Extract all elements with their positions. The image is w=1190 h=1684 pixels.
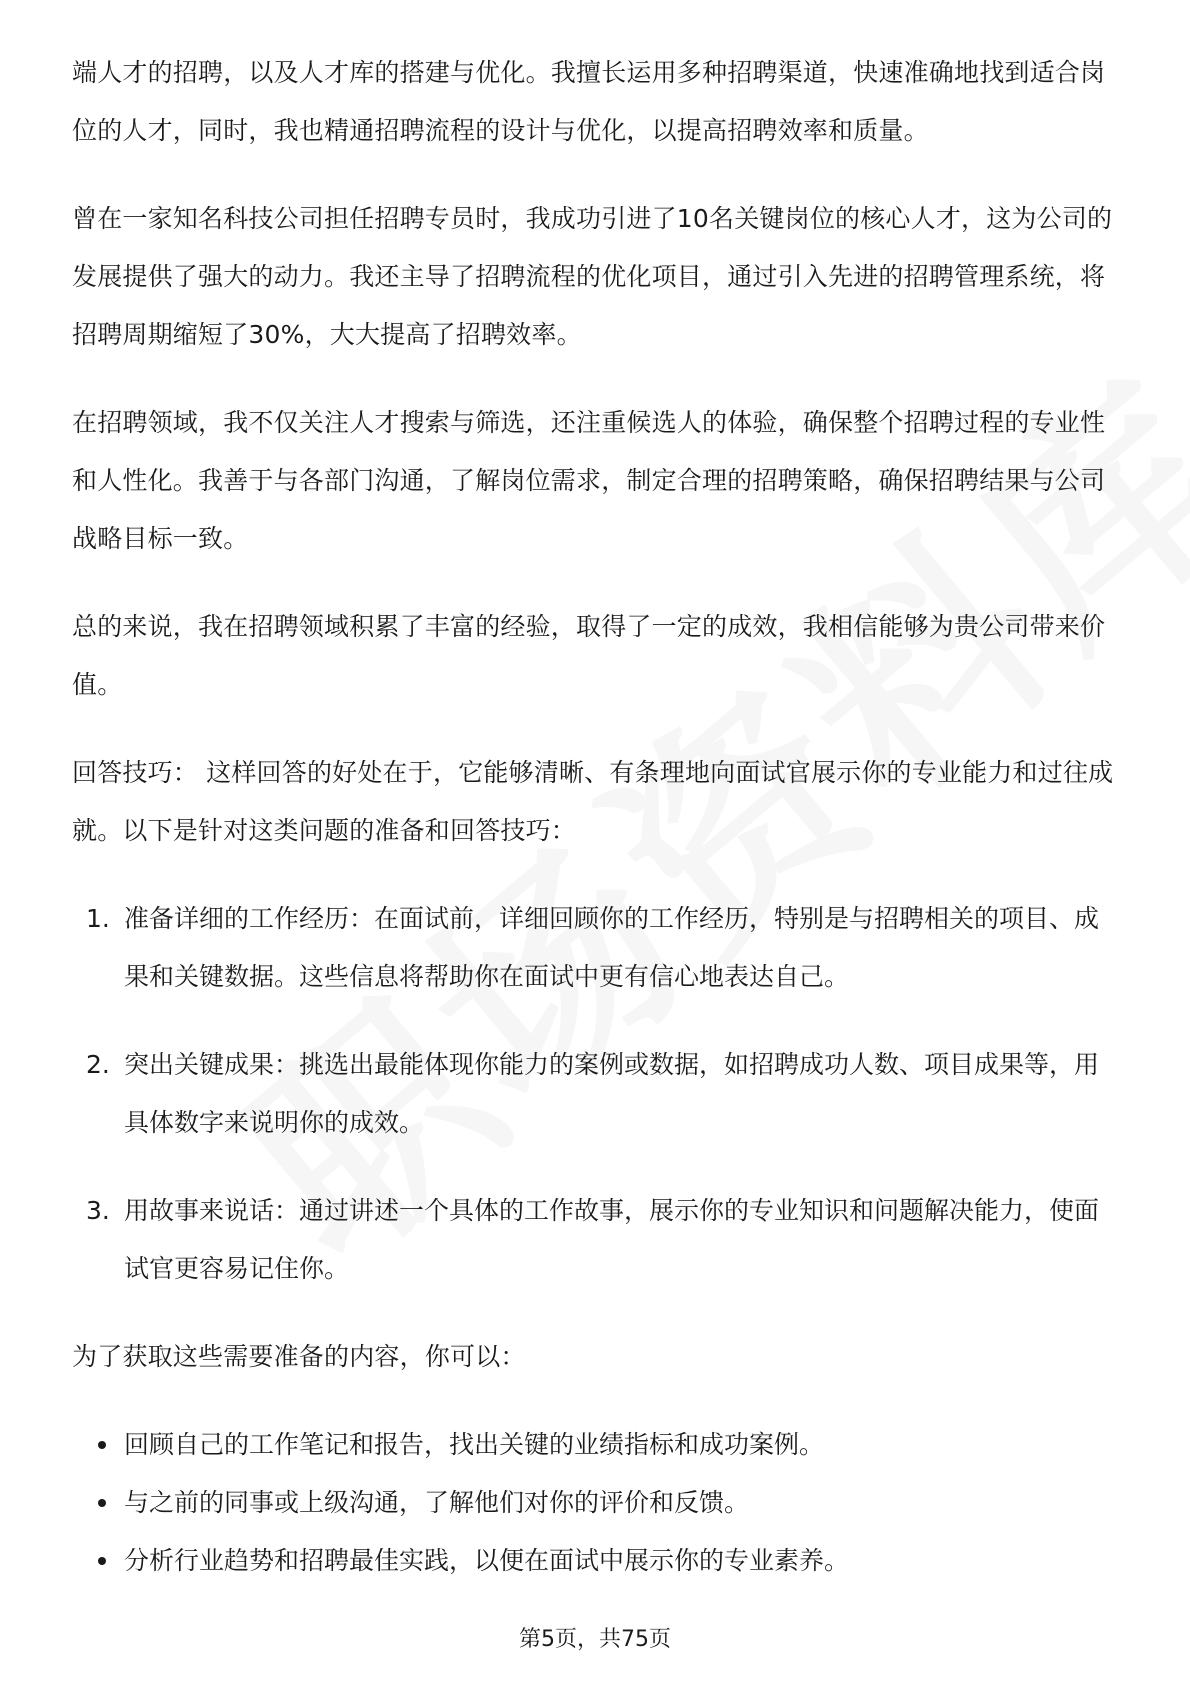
list-item-text: 用故事来说话：通过讲述一个具体的工作故事，展示你的专业知识和问题解决能力，使面试官更容易记住你。 — [124, 1196, 1100, 1283]
list-item-text: 分析行业趋势和招聘最佳实践，以便在面试中展示你的专业素养。 — [124, 1546, 850, 1575]
list-number: 1. — [86, 904, 110, 933]
bullet-icon — [98, 1557, 106, 1565]
paragraph-3: 在招聘领域，我不仅关注人才搜索与筛选，还注重候选人的体验，确保整个招聘过程的专业性和人性化。我善于与各部门沟通，了解岗位需求，制定合理的招聘策略，确保招聘结果与公司战略目标一致。 — [72, 408, 1106, 553]
page-number: 第5页，共75页 — [519, 1627, 671, 1652]
tips-list — [72, 890, 1122, 1298]
list-number: 3. — [86, 1196, 110, 1225]
prep-intro: 为了获取这些需要准备的内容，你可以： — [72, 1342, 526, 1371]
tips-list-item — [72, 1036, 1122, 1152]
answer-tips-paragraph: 回答技巧： 这样回答的好处在于，它能够清晰、有条理地向面试官展示你的专业能力和过往成就。以下是针对这类问题的准备和回答技巧： — [72, 758, 1114, 845]
list-item-text: 准备详细的工作经历：在面试前，详细回顾你的工作经历，特别是与招聘相关的项目、成果和关键数据。这些信息将帮助你在面试中更有信心地表达自己。 — [124, 904, 1100, 991]
paragraph-4: 总的来说，我在招聘领域积累了丰富的经验，取得了一定的成效，我相信能够为贵公司带来价值。 — [72, 612, 1106, 699]
list-item-text: 回顾自己的工作笔记和报告，找出关键的业绩指标和成功案例。 — [124, 1430, 825, 1459]
prep-list-item — [72, 1416, 1122, 1474]
prep-list — [72, 1416, 1122, 1590]
prep-list-item — [72, 1532, 1122, 1590]
list-item-text: 与之前的同事或上级沟通，了解他们对你的评价和反馈。 — [124, 1488, 750, 1517]
bullet-icon — [98, 1441, 106, 1449]
paragraph-2: 曾在一家知名科技公司担任招聘专员时，我成功引进了10名关键岗位的核心人才，这为公司的发展提供了强大的动力。我还主导了招聘流程的优化项目，通过引入先进的招聘管理系统，将招聘周期缩短了30%，大大提高了招聘效率。 — [72, 204, 1113, 349]
tips-list-item — [72, 1182, 1122, 1298]
bullet-icon — [98, 1499, 106, 1507]
prep-list-item — [72, 1474, 1122, 1532]
paragraph-1: 端人才的招聘，以及人才库的搭建与优化。我擅长运用多种招聘渠道，快速准确地找到适合岗位的人才，同时，我也精通招聘流程的设计与优化，以提高招聘效率和质量。 — [72, 58, 1106, 145]
list-number: 2. — [86, 1050, 110, 1079]
page-content — [72, 44, 1122, 1590]
list-item-text: 突出关键成果：挑选出最能体现你能力的案例或数据，如招聘成功人数、项目成果等，用具体数字来说明你的成效。 — [124, 1050, 1100, 1137]
tips-list-item — [72, 890, 1122, 1006]
